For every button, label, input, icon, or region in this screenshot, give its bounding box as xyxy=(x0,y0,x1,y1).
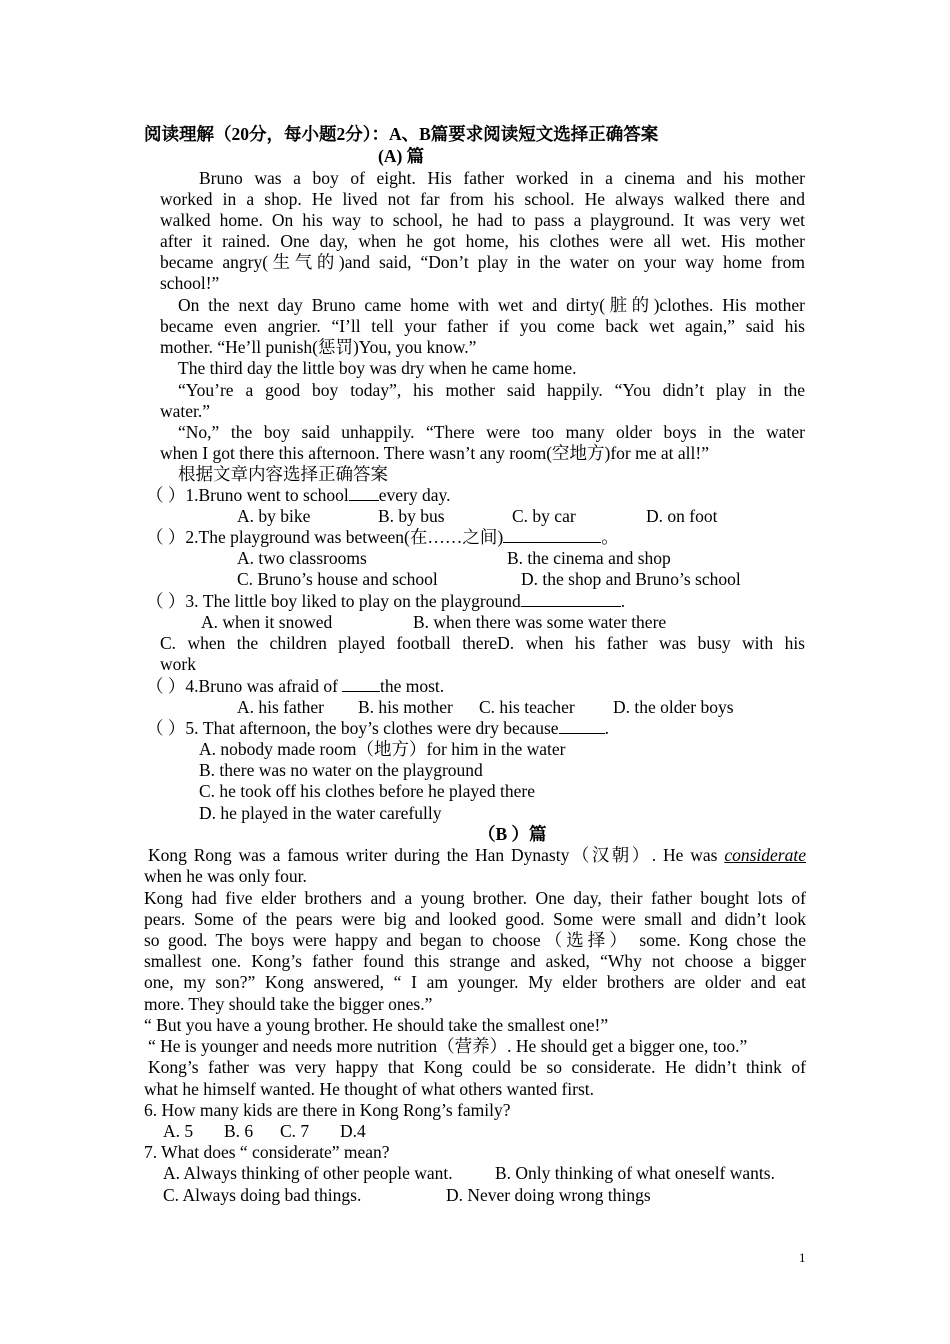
answer-blank xyxy=(503,527,601,543)
passage-a-title: (A) 篇 xyxy=(378,146,425,166)
answer-paren: （ ） xyxy=(146,676,186,696)
page-number: 1 xyxy=(799,1250,806,1265)
passage-b-line: more. They should take the bigger ones.” xyxy=(144,994,433,1014)
option-d: D. the older boys xyxy=(613,697,734,717)
answer-blank xyxy=(349,485,379,501)
option-b: B. by bus xyxy=(378,506,445,526)
option-d: D.4 xyxy=(340,1121,366,1141)
option-b: B. 6 xyxy=(224,1121,254,1141)
passage-b-line: so good. The boys were happy and began to choose（选择） some. Kong chose the xyxy=(144,930,806,950)
passage-a-line: On the next day Bruno came home with wet and dirty(脏的)clothes. His mother xyxy=(178,295,805,315)
passage-a-line: water.” xyxy=(160,401,211,421)
answer-paren: （ ） xyxy=(146,485,186,505)
highlighted-word: considerate xyxy=(724,845,806,865)
passage-b-line: what he himself wanted. He thought of what others wanted first. xyxy=(144,1079,595,1099)
option-b: B. when there was some water there xyxy=(413,612,667,632)
section-instruction: 阅读理解（20分，每小题2分）：A、B篇要求阅读短文选择正确答案 xyxy=(144,124,659,144)
option-d: D. the shop and Bruno’s school xyxy=(521,569,741,589)
option-a: A. two classrooms xyxy=(237,548,367,568)
answer-blank xyxy=(342,676,380,692)
option-b: B. there was no water on the playground xyxy=(199,760,483,780)
option-c: C. his teacher xyxy=(479,697,575,717)
option-c: C. Bruno’s house and school xyxy=(237,569,438,589)
passage-a-line: became angry(生气的)and said, “Don’t play in the water on your way home from xyxy=(160,252,805,272)
passage-a-line: after it rained. One day, when he got home, his clothes were all wet. His mother xyxy=(160,231,805,251)
passage-b-line: one, my son?” Kong answered, “ I am younger. My elder brothers are older and eat xyxy=(144,972,806,992)
option-b: B. Only thinking of what oneself wants. xyxy=(495,1163,775,1183)
answer-paren: （ ） xyxy=(146,527,186,547)
question-6-stem: 6. How many kids are there in Kong Rong’s family? xyxy=(144,1100,511,1120)
passage-a-line: when I got there this afternoon. There wasn’t any room(空地方)for me at all!” xyxy=(160,443,709,463)
question-5-stem: （ ）5. That afternoon, the boy’s clothes were dry because . xyxy=(146,718,609,738)
option-d: D. on foot xyxy=(646,506,718,526)
passage-a-line: mother. “He’ll punish(惩罚)You, you know.” xyxy=(160,337,477,357)
question-instruction: 根据文章内容选择正确答案 xyxy=(178,464,388,484)
passage-b-line: smallest one. Kong’s father found this strange and asked, “Why not choose a bigger xyxy=(144,951,806,971)
passage-b-line: Kong had five elder brothers and a young brother. One day, their father bought lots of xyxy=(144,888,806,908)
question-4-stem: （ ）4.Bruno was afraid of the most. xyxy=(146,676,445,696)
question-7-stem: 7. What does “ considerate” mean? xyxy=(144,1142,390,1162)
passage-b-title: （B ）篇 xyxy=(478,824,547,844)
option-b: B. the cinema and shop xyxy=(507,548,671,568)
option-d: D. Never doing wrong things xyxy=(446,1185,651,1205)
option-a: A. nobody made room（地方）for him in the water xyxy=(199,739,566,759)
option-c: C. 7 xyxy=(280,1121,310,1141)
answer-blank xyxy=(521,591,621,607)
passage-b-line: Kong Rong was a famous writer during the Han Dynasty（汉朝）. He was considerate xyxy=(148,845,806,865)
passage-a-line: walked home. On his way to school, he had to pass a playground. It was very wet xyxy=(160,210,805,230)
passage-b-line: Kong’s father was very happy that Kong could be so considerate. He didn’t think of xyxy=(148,1057,806,1077)
passage-b-line: when he was only four. xyxy=(144,866,307,886)
question-1-stem: （ ）1.Bruno went to school every day. xyxy=(146,485,451,505)
passage-a-line: The third day the little boy was dry when he came home. xyxy=(178,358,577,378)
passage-a-line: Bruno was a boy of eight. His father worked in a cinema and his mother xyxy=(199,168,805,188)
question-3-stem: （ ）3. The little boy liked to play on the playground . xyxy=(146,591,626,611)
option-a: A. by bike xyxy=(237,506,311,526)
option-d-continued: work xyxy=(160,654,196,674)
option-c: C. he took off his clothes before he played there xyxy=(199,781,535,801)
option-a: A. 5 xyxy=(163,1121,194,1141)
question-2-stem: （ ）2.The playground was between(在……之间) 。 xyxy=(146,527,619,547)
option-a: A. when it snowed xyxy=(201,612,333,632)
answer-blank xyxy=(559,718,605,734)
option-c: C. by car xyxy=(512,506,576,526)
passage-a-line: became even angrier. “I’ll tell your father if you come back wet again,” said his xyxy=(160,316,805,336)
option-c: C. Always doing bad things. xyxy=(163,1185,362,1205)
answer-paren: （ ） xyxy=(146,718,186,738)
option-c-d: C. when the children played football thereD. when his father was busy with his xyxy=(160,633,805,653)
option-b: B. his mother xyxy=(358,697,453,717)
answer-paren: （ ） xyxy=(146,591,186,611)
passage-b-line: pears. Some of the pears were big and looked good. Some were small and didn’t look xyxy=(144,909,806,929)
passage-b-line: “ He is younger and needs more nutrition（营养）. He should get a bigger one, too.” xyxy=(148,1036,748,1056)
passage-a-line: “No,” the boy said unhappily. “There were too many older boys in the water xyxy=(178,422,805,442)
option-a: A. his father xyxy=(237,697,324,717)
passage-a-line: school!” xyxy=(160,273,220,293)
option-a: A. Always thinking of other people want. xyxy=(163,1163,453,1183)
passage-a-line: “You’re a good boy today”, his mother said happily. “You didn’t play in the xyxy=(178,380,805,400)
passage-b-line: “ But you have a young brother. He should take the smallest one!” xyxy=(144,1015,609,1035)
passage-a-line: worked in a shop. He lived not far from his school. He always walked there and xyxy=(160,189,805,209)
option-d: D. he played in the water carefully xyxy=(199,803,442,823)
